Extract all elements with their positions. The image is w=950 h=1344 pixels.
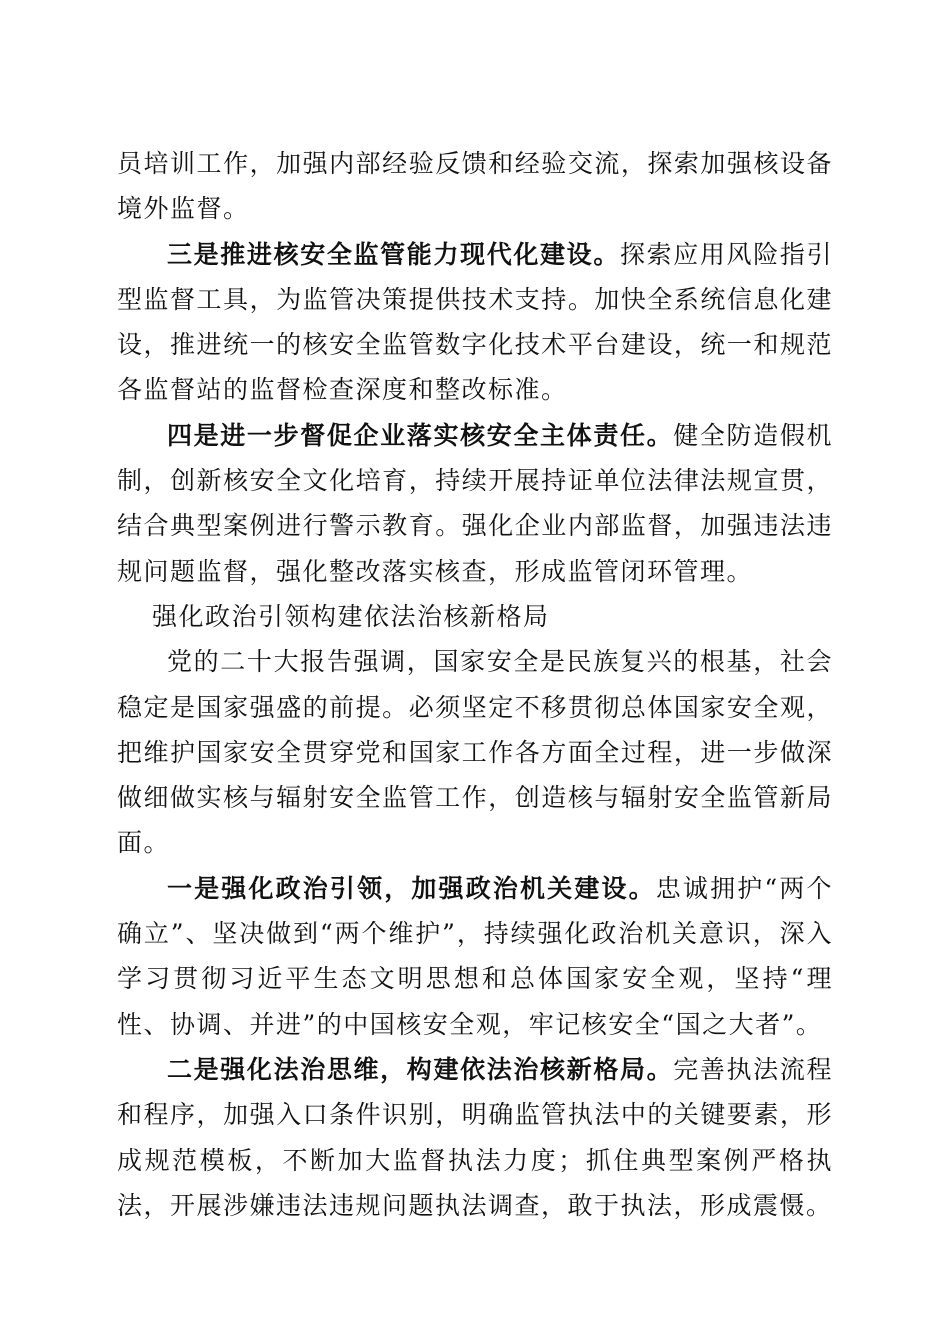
- paragraph-lead: 四是进一步督促企业落实核安全主体责任。: [167, 420, 674, 450]
- paragraph-text: 健全防造假机制，创新核安全文化培育，持续开展持证单位法律法规宣贯，结合典型案例进行警示教育。强化企业内部监督，加强违法违规问题监督，强化整改落实核查，形成监管闭环管理。: [117, 420, 833, 586]
- paragraph-point-two: [117, 1047, 833, 1228]
- paragraph-point-three: [117, 232, 833, 413]
- paragraph-point-four: [117, 413, 833, 594]
- document-body: [117, 141, 833, 1228]
- paragraph-lead: 二是强化法治思维，构建依法治核新格局。: [167, 1054, 674, 1084]
- paragraph-text: 完善执法流程和程序，加强入口条件识别，明确监管执法中的关键要素，形成规范模板，不断加大监督执法力度；抓住典型案例严格执法，开展涉嫌违法违规问题执法调查，敢于执法，形成震慑。: [117, 1054, 833, 1220]
- section-title: 强化政治引领构建依法治核新格局: [152, 601, 550, 631]
- paragraph-point-one: [117, 866, 833, 1047]
- paragraph-lead: 一是强化政治引领，加强政治机关建设。: [167, 873, 656, 903]
- paragraph-text: 员培训工作，加强内部经验反馈和经验交流，探索加强核设备境外监督。: [117, 149, 833, 224]
- paragraph-text: 党的二十大报告强调，国家安全是民族复兴的根基，社会稳定是国家强盛的前提。必须坚定不移贯彻总体国家安全观，把维护国家安全贯穿党和国家工作各方面全过程，进一步做深做细做实核与辐射安全监管工作，创造核与辐射安全监管新局面。: [117, 647, 833, 858]
- paragraph-intro: [117, 639, 833, 865]
- paragraph-lead: 三是推进核安全监管能力现代化建设。: [167, 239, 620, 269]
- paragraph-continuation: [117, 141, 833, 232]
- paragraph-text: 忠诚拥护“两个确立”、坚决做到“两个维护”，持续强化政治机关意识，深入学习贯彻习近平生态文明思想和总体国家安全观，坚持“理性、协调、并进”的中国核安全观，牢记核安全“国之大者”。: [117, 873, 833, 1039]
- paragraph-text: 探索应用风险指引型监督工具，为监管决策提供技术支持。加快全系统信息化建设，推进统一的核安全监管数字化技术平台建设，统一和规范各监督站的监督检查深度和整改标准。: [117, 239, 833, 405]
